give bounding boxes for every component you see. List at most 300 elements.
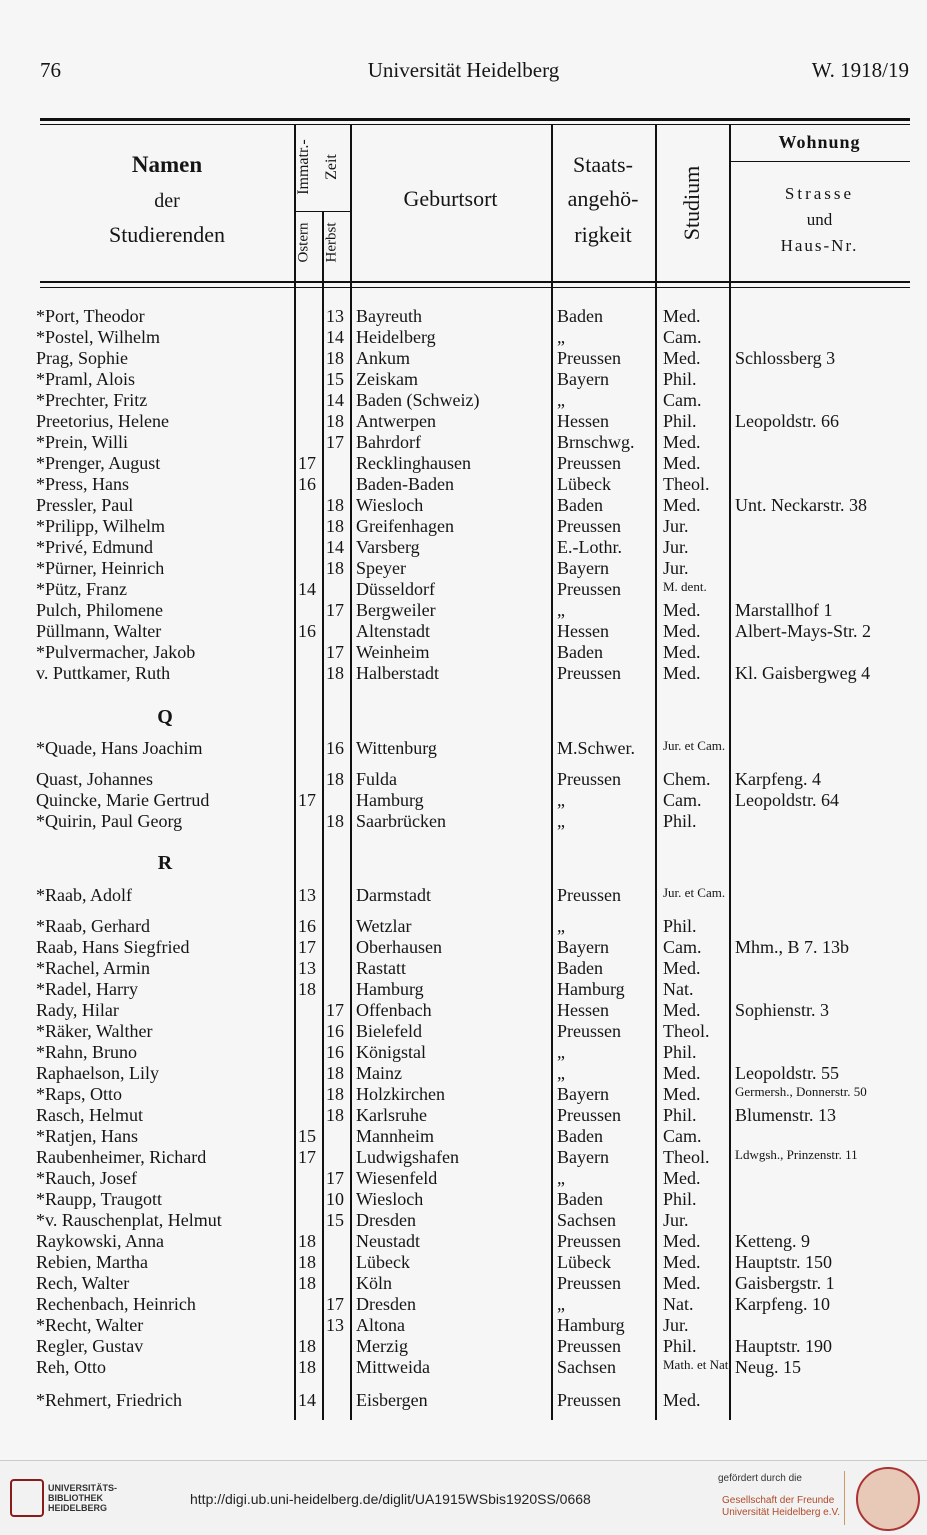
ostern-value: 16 [298,916,316,936]
nationality: Baden [557,958,603,978]
herbst-value: 18 [326,516,344,536]
table-row [0,1231,927,1252]
birthplace: Düsseldorf [356,579,435,599]
herbst-value: 16 [326,1042,344,1062]
birthplace: Wetzlar [356,916,412,936]
subject: Med. [663,1231,701,1251]
col-header-zeit: Zeit [323,154,340,180]
residence: Hauptstr. 150 [735,1252,832,1272]
table-row [0,1063,927,1084]
col-header-der: der [154,190,180,212]
table-row [0,738,927,759]
student-name: Prag, Sophie [36,348,128,368]
ostern-value: 18 [298,1252,316,1272]
footer-bar [0,1460,927,1535]
table-row [0,621,927,642]
student-name: Quast, Johannes [36,769,153,789]
table-row [0,769,927,790]
ostern-value: 17 [298,453,316,473]
student-name: Raubenheimer, Richard [36,1147,207,1167]
nationality: Hamburg [557,979,625,999]
subject: Med. [663,663,701,683]
student-name: Rebien, Martha [36,1252,148,1272]
herbst-value: 16 [326,1021,344,1041]
birthplace: Bergweiler [356,600,436,620]
nationality: Baden [557,1126,603,1146]
table-row [0,390,927,411]
table-row [0,1273,927,1294]
subject: Cam. [663,937,702,957]
table-row [0,1315,927,1336]
herbst-value: 14 [326,327,344,347]
residence: Leopoldstr. 55 [735,1063,839,1083]
col-header-namen: Namen [131,152,203,177]
residence: Neug. 15 [735,1357,801,1377]
residence: Leopoldstr. 64 [735,790,839,810]
student-name: Rech, Walter [36,1273,130,1293]
subject: M. dent. [663,579,707,594]
subject: Math. et Nat. [663,1357,732,1372]
birthplace: Offenbach [356,1000,432,1020]
residence: Schlossberg 3 [735,348,836,368]
herbst-value: 17 [326,642,344,662]
subject: Jur. [663,1210,689,1230]
table-row [0,1084,927,1105]
col-header-studierenden: Studierenden [108,222,226,247]
nationality: Preussen [557,1336,621,1356]
col-header-geburtsort: Geburtsort [403,186,498,211]
ostern-value: 16 [298,474,316,494]
top-rule [40,118,910,121]
birthplace: Köln [356,1273,392,1293]
student-name: Raykowski, Anna [36,1231,164,1251]
student-name: *Raab, Adolf [36,885,132,905]
col-header-immatr: Immatr.- [295,139,312,195]
student-name: *Recht, Walter [36,1315,144,1335]
student-name: *Räker, Walther [36,1021,153,1041]
nationality: Preussen [557,769,621,789]
table-row [0,1021,927,1042]
nationality: Bayern [557,369,609,389]
student-name: *Prechter, Fritz [36,390,148,410]
subject: Cam. [663,790,702,810]
footer-divider [844,1471,845,1525]
birthplace: Saarbrücken [356,811,446,831]
student-name: Regler, Gustav [36,1336,144,1356]
birthplace: Bahrdorf [356,432,421,452]
subject: Med. [663,1000,701,1020]
nationality: Preussen [557,579,621,599]
subject: Nat. [663,1294,694,1314]
table-row [0,600,927,621]
ostern-value: 17 [298,1147,316,1167]
subject: Med. [663,495,701,515]
herbst-value: 17 [326,600,344,620]
herbst-value: 13 [326,1315,344,1335]
top-rule-thin [40,124,910,125]
herbst-value: 17 [326,432,344,452]
student-name: *Pulvermacher, Jakob [36,642,196,662]
col-header-studium: Studium [679,165,704,241]
table-row [0,306,927,327]
subject: Med. [663,1273,701,1293]
subject: Med. [663,1252,701,1272]
student-name: Raphaelson, Lily [36,1063,159,1083]
nationality: Brnschwg. [557,432,635,452]
table-row [0,1147,927,1168]
student-name: *Rahn, Bruno [36,1042,137,1062]
birthplace: Wiesloch [356,1189,424,1209]
subject: Med. [663,1084,701,1104]
subject: Med. [663,600,701,620]
ostern-value: 18 [298,1273,316,1293]
birthplace: Varsberg [356,537,420,557]
source-url-link[interactable]: http://digi.ub.uni-heidelberg.de/diglit/UA1915WSbis1920SS/0668 [190,1491,591,1507]
page-number: 76 [40,58,61,82]
residence: Sophienstr. 3 [735,1000,830,1020]
nationality: M.Schwer. [557,738,635,758]
herbst-value: 15 [326,369,344,389]
student-name: *Privé, Edmund [36,537,153,557]
subject: Med. [663,1390,701,1410]
student-name: *Port, Theodor [36,306,145,326]
nationality: Bayern [557,1147,609,1167]
herbst-value: 18 [326,411,344,431]
student-name: *Pütz, Franz [36,579,127,599]
birthplace: Recklinghausen [356,453,471,473]
subject: Jur. [663,537,689,557]
col-header-und: und [806,210,833,229]
student-name: *Pürner, Heinrich [36,558,165,578]
nationality: Hessen [557,411,609,431]
subject: Med. [663,1168,701,1188]
table-row [0,885,927,906]
nationality: E.-Lothr. [557,537,622,557]
student-name: *Raab, Gerhard [36,916,150,936]
nationality: Preussen [557,348,621,368]
ostern-value: 15 [298,1126,316,1146]
nationality: Baden [557,1189,603,1209]
birthplace: Speyer [356,558,406,578]
nationality: „ [557,811,565,831]
subject: Med. [663,958,701,978]
birthplace: Lübeck [356,1252,410,1272]
residence: Ldwgsh., Prinzenstr. 11 [735,1147,858,1162]
library-name: UNIVERSITÄTS- BIBLIOTHEK HEIDELBERG [48,1483,118,1513]
herbst-value: 18 [326,663,344,683]
nationality: Sachsen [557,1357,616,1377]
wohnung-divider [729,161,910,162]
nationality: Hessen [557,621,609,641]
herbst-value: 14 [326,537,344,557]
nationality: Preussen [557,1390,621,1410]
nationality: „ [557,390,565,410]
ostern-value: 14 [298,1390,316,1410]
subject: Jur. [663,516,689,536]
student-name: *Rachel, Armin [36,958,150,978]
table-row [0,1168,927,1189]
student-name: *Raupp, Traugott [36,1189,163,1209]
subject: Phil. [663,1042,697,1062]
herbst-value: 18 [326,769,344,789]
col-header-wohnung: Wohnung [778,132,861,152]
ostern-value: 14 [298,579,316,599]
birthplace: Dresden [356,1294,416,1314]
header-bottom-rule-thin [40,287,910,288]
nationality: Preussen [557,885,621,905]
section-letter-r: R [157,852,173,874]
student-name: Preetorius, Helene [36,411,169,431]
birthplace: Weinheim [356,642,430,662]
subject: Theol. [663,1021,710,1041]
subject: Phil. [663,1105,697,1125]
col-header-strasse: Strasse [784,184,855,203]
herbst-value: 13 [326,306,344,326]
residence: Gaisbergstr. 1 [735,1273,835,1293]
birthplace: Antwerpen [356,411,436,431]
student-name: Rechenbach, Heinrich [36,1294,196,1314]
subject: Cam. [663,327,702,347]
residence: Unt. Neckarstr. 38 [735,495,867,515]
student-name: Pulch, Philomene [36,600,163,620]
birthplace: Halberstadt [356,663,439,683]
table-row [0,1357,927,1378]
table-row [0,1105,927,1126]
birthplace: Altenstadt [356,621,430,641]
nationality: Preussen [557,1273,621,1293]
ostern-value: 18 [298,1357,316,1377]
birthplace: Königstal [356,1042,426,1062]
table-row [0,1336,927,1357]
table-row [0,790,927,811]
nationality: Preussen [557,1105,621,1125]
nationality: Preussen [557,663,621,683]
table-row [0,916,927,937]
ostern-value: 13 [298,885,316,905]
student-name: Pressler, Paul [36,495,134,515]
herbst-value: 18 [326,811,344,831]
nationality: „ [557,916,565,936]
nationality: Baden [557,306,603,326]
ostern-value: 17 [298,790,316,810]
student-name: *Radel, Harry [36,979,138,999]
ostern-value: 18 [298,1231,316,1251]
student-name: *v. Rauschenplat, Helmut [36,1210,222,1230]
table-row [0,1189,927,1210]
nationality: Hessen [557,1000,609,1020]
herbst-value: 18 [326,558,344,578]
residence: Ketteng. 9 [735,1231,810,1251]
subject: Phil. [663,811,697,831]
table-row [0,516,927,537]
student-name: *Rauch, Josef [36,1168,137,1188]
birthplace: Heidelberg [356,327,436,347]
herbst-value: 10 [326,1189,344,1209]
birthplace: Mannheim [356,1126,434,1146]
subject: Jur. [663,558,689,578]
table-row [0,663,927,684]
residence: Leopoldstr. 66 [735,411,839,431]
student-name: *Press, Hans [36,474,129,494]
subject: Nat. [663,979,694,999]
subject: Phil. [663,369,697,389]
residence: Hauptstr. 190 [735,1336,832,1356]
subject: Jur. et Cam. [663,885,726,900]
subject: Phil. [663,1336,697,1356]
birthplace: Greifenhagen [356,516,454,536]
table-row [0,453,927,474]
ostern-value: 17 [298,937,316,957]
ostern-value: 18 [298,979,316,999]
residence: Blumenstr. 13 [735,1105,837,1125]
nationality: Baden [557,642,603,662]
subject: Theol. [663,1147,710,1167]
nationality: „ [557,1168,565,1188]
table-row [0,642,927,663]
nationality: Preussen [557,453,621,473]
ostern-value: 18 [298,1336,316,1356]
page-title: Universität Heidelberg [367,58,560,82]
student-name: *Prilipp, Wilhelm [36,516,165,536]
herbst-value: 17 [326,1294,344,1314]
col-header-rigkeit: rigkeit [574,222,632,247]
nationality: Preussen [557,516,621,536]
nationality: „ [557,600,565,620]
herbst-value: 18 [326,1084,344,1104]
nationality: „ [557,327,565,347]
residence: Karpfeng. 10 [735,1294,830,1314]
table-row [0,1252,927,1273]
table-row [0,1390,927,1411]
herbst-value: 18 [326,1105,344,1125]
herbst-value: 18 [326,348,344,368]
birthplace: Ankum [356,348,410,368]
student-name: Püllmann, Walter [36,621,162,641]
student-name: *Raps, Otto [36,1084,123,1104]
col-header-staats: Staats- [573,152,633,177]
subject: Jur. et Cam. [663,738,726,753]
birthplace: Bielefeld [356,1021,422,1041]
table-row [0,958,927,979]
ostern-value: 16 [298,621,316,641]
birthplace: Mainz [356,1063,402,1083]
student-name: *Quirin, Paul Georg [36,811,183,831]
table-row [0,1126,927,1147]
student-name: Quincke, Marie Gertrud [36,790,210,810]
birthplace: Oberhausen [356,937,442,957]
nationality: Bayern [557,558,609,578]
birthplace: Mittweida [356,1357,430,1377]
subject: Med. [663,1063,701,1083]
herbst-value: 14 [326,390,344,410]
birthplace: Fulda [356,769,398,789]
herbst-value: 18 [326,1063,344,1083]
student-name: Rady, Hilar [36,1000,119,1020]
nationality: Preussen [557,1231,621,1251]
herbst-value: 18 [326,495,344,515]
sponsor-note: gefördert durch die [718,1473,802,1484]
residence: Marstallhof 1 [735,600,833,620]
birthplace: Ludwigshafen [356,1147,459,1167]
subject: Cam. [663,1126,702,1146]
subject: Phil. [663,411,697,431]
residence: Karpfeng. 4 [735,769,821,789]
section-letter-q: Q [157,706,173,728]
table-row [0,979,927,1000]
table-row [0,558,927,579]
student-name: *Postel, Wilhelm [36,327,160,347]
subject: Med. [663,306,701,326]
nationality: Baden [557,495,603,515]
nationality: „ [557,790,565,810]
birthplace: Zeiskam [356,369,418,389]
nationality: Lübeck [557,1252,611,1272]
nationality: Preussen [557,1021,621,1041]
student-name: *Praml, Alois [36,369,136,389]
birthplace: Neustadt [356,1231,420,1251]
table-row [0,474,927,495]
nationality: Sachsen [557,1210,616,1230]
col-header-herbst: Herbst [323,222,340,263]
subject: Med. [663,432,701,452]
residence: Albert-Mays-Str. 2 [735,621,871,641]
nationality: Bayern [557,937,609,957]
subject: Phil. [663,916,697,936]
header-bottom-rule [40,281,910,283]
birthplace: Wiesenfeld [356,1168,438,1188]
birthplace: Wiesloch [356,495,424,515]
birthplace: Dresden [356,1210,416,1230]
birthplace: Rastatt [356,958,406,978]
subject: Med. [663,348,701,368]
table-row [0,537,927,558]
table-row [0,1000,927,1021]
nationality: Bayern [557,1084,609,1104]
student-name: Rasch, Helmut [36,1105,143,1125]
student-name: Raab, Hans Siegfried [36,937,190,957]
nationality: Hamburg [557,1315,625,1335]
table-row [0,495,927,516]
nationality: „ [557,1063,565,1083]
birthplace: Merzig [356,1336,408,1356]
herbst-value: 17 [326,1000,344,1020]
student-name: *Rehmert, Friedrich [36,1390,182,1410]
residence: Germersh., Donnerstr. 50 [735,1084,867,1099]
table-row [0,411,927,432]
subject: Phil. [663,1189,697,1209]
birthplace: Altona [356,1315,405,1335]
nationality: „ [557,1042,565,1062]
subject: Med. [663,621,701,641]
student-name: *Quade, Hans Joachim [36,738,203,758]
table-row [0,579,927,600]
birthplace: Eisbergen [356,1390,428,1410]
birthplace: Karlsruhe [356,1105,427,1125]
ostern-value: 13 [298,958,316,978]
nationality: „ [557,1294,565,1314]
birthplace: Baden-Baden [356,474,454,494]
birthplace: Hamburg [356,979,424,999]
birthplace: Bayreuth [356,306,422,326]
student-name: *Prenger, August [36,453,161,473]
table-row [0,937,927,958]
birthplace: Baden (Schweiz) [356,390,480,410]
col-header-hausnr: Haus-Nr. [780,236,859,255]
residence: Mhm., B 7. 13b [735,937,850,957]
student-name: Reh, Otto [36,1357,106,1377]
table-row [0,1294,927,1315]
birthplace: Holzkirchen [356,1084,445,1104]
